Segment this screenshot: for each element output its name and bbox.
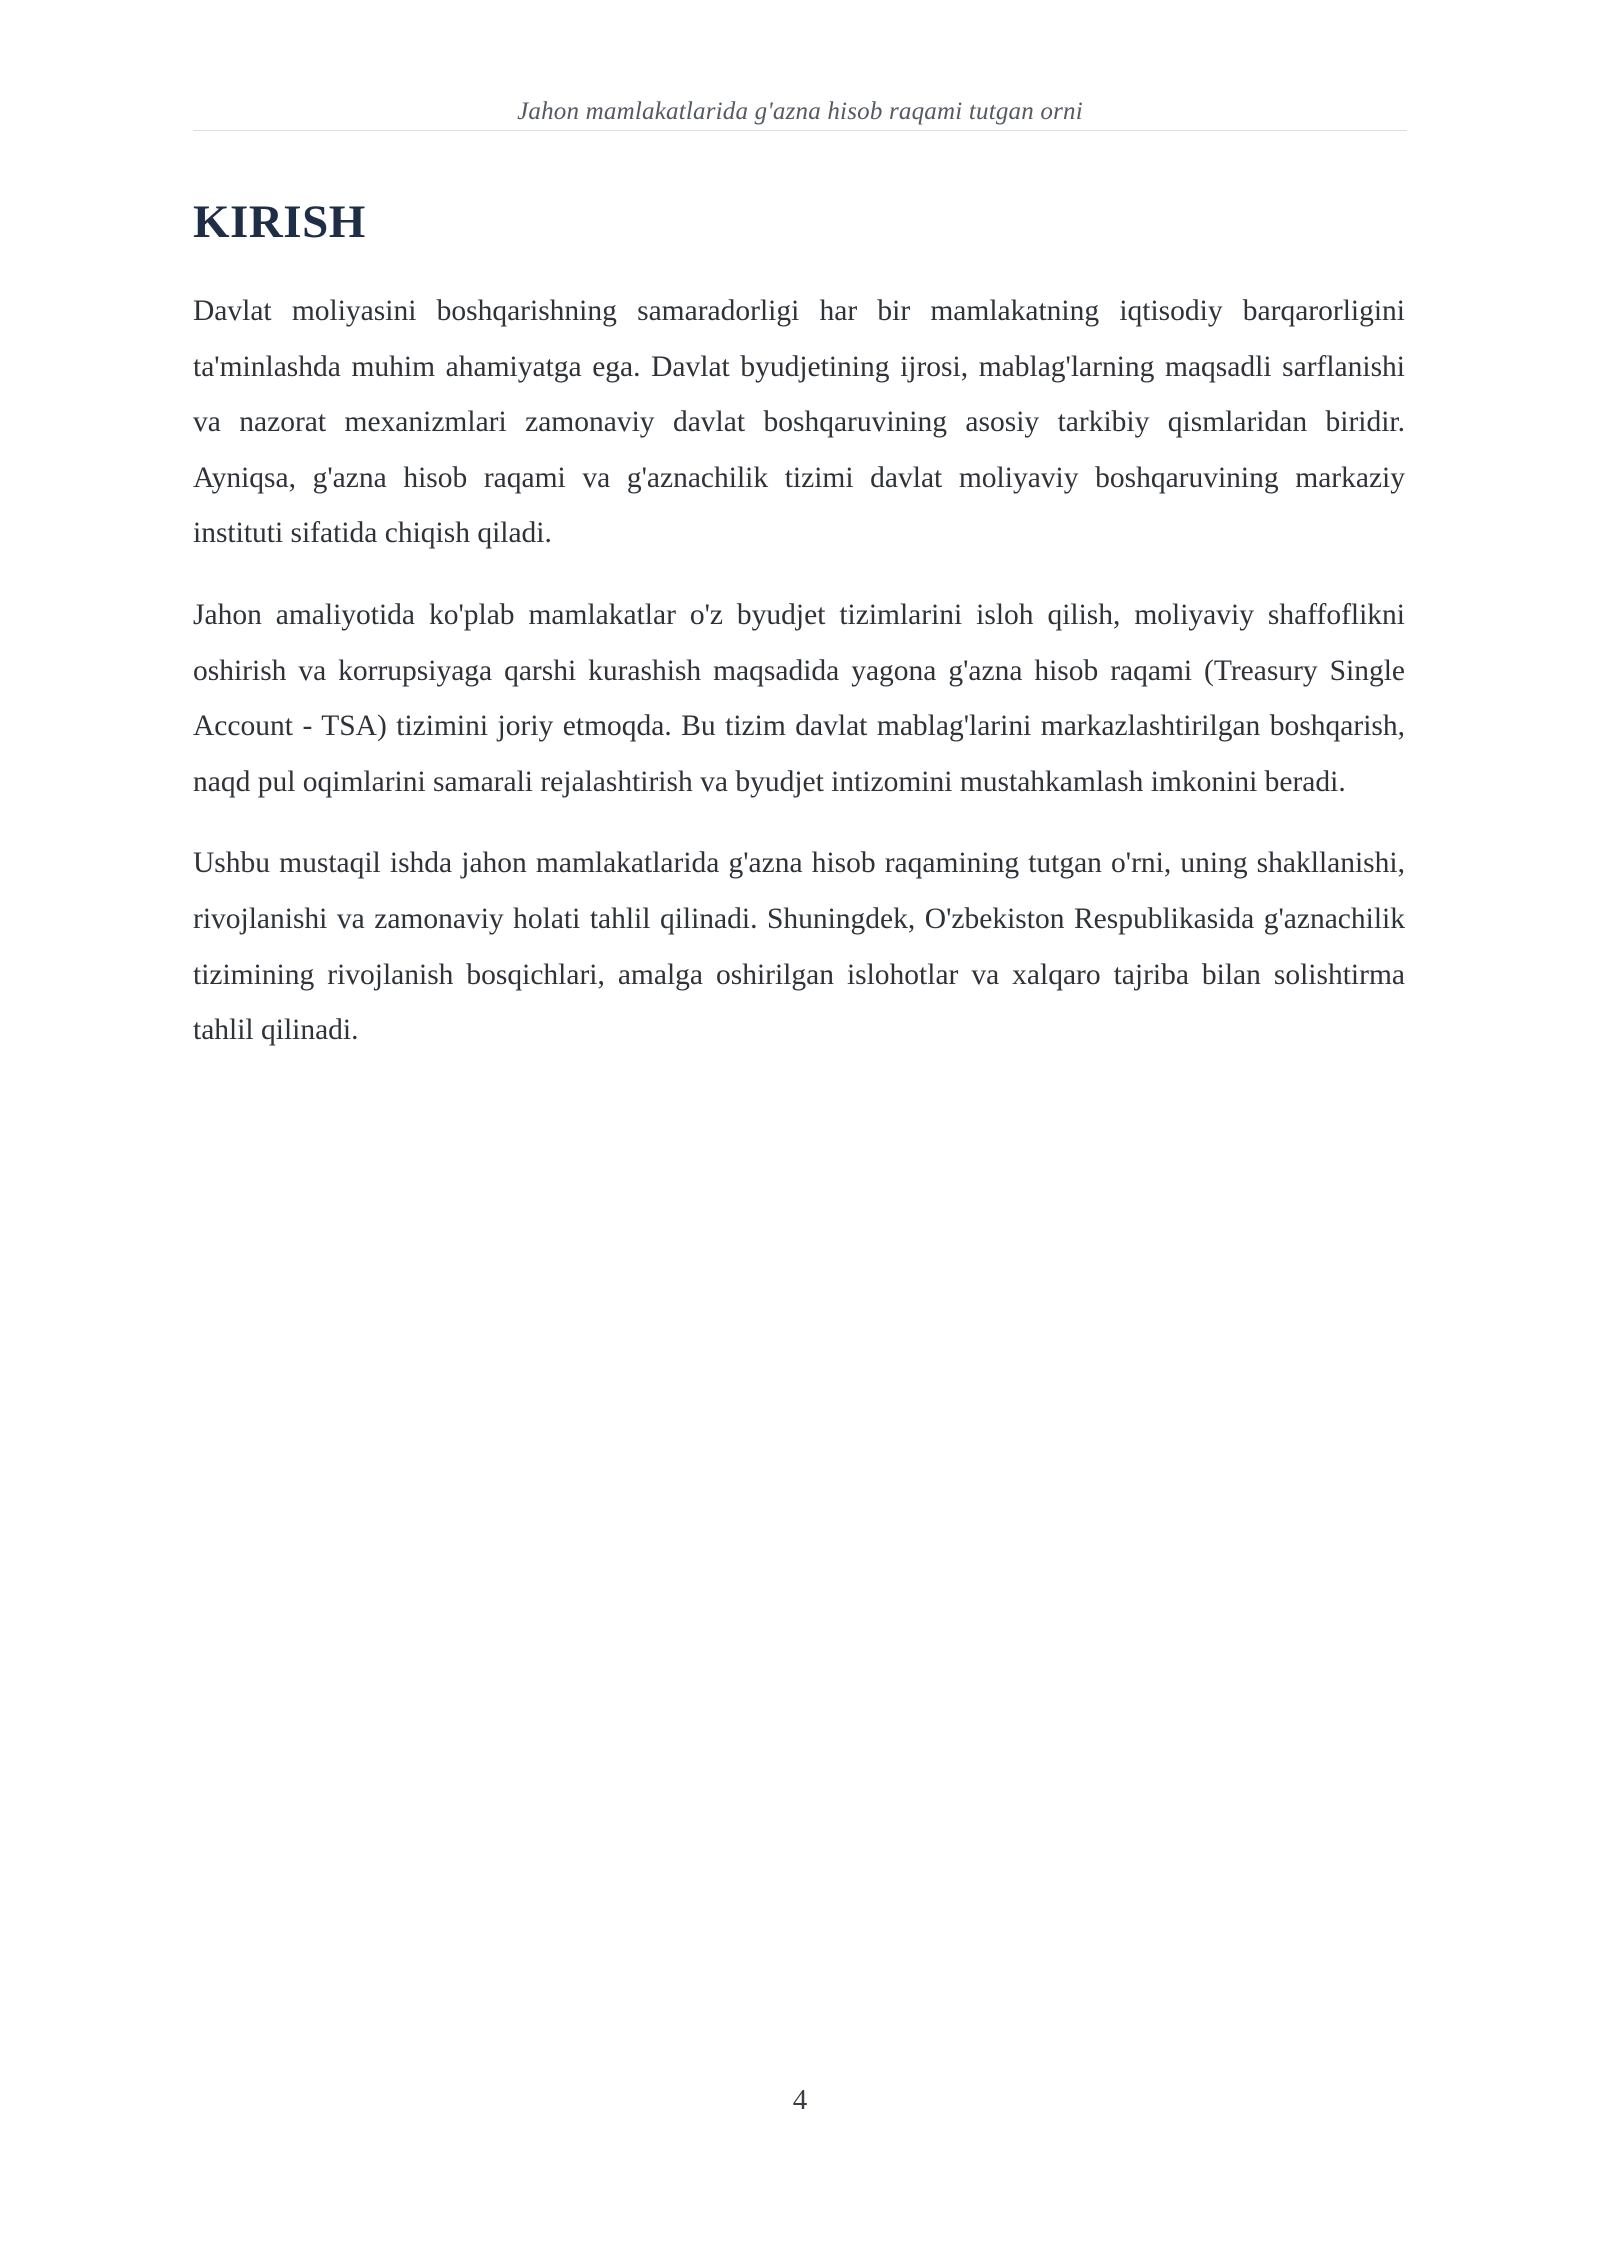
page-content: [193, 190, 1405, 1085]
intro-paragraph-3: Ushbu mustaqil ishda jahon mamlakatlarida g'azna hisob raqamining tutgan o'rni, uning shakllanishi, rivojlanishi va zamonaviy holati tahlil qilinadi. Shuningdek, O'zbekiston Respublikasida g'aznachilik tizimining rivojlanish bosqichlari, amalga oshirilgan islohotlar va xalqaro tajriba bilan solishtirma tahlil qilinadi.: [193, 847, 1405, 1047]
running-header: Jahon mamlakatlarida g'azna hisob raqami tutgan orni: [517, 98, 1083, 125]
intro-paragraph-1: Davlat moliyasini boshqarishning samaradorligi har bir mamlakatning iqtisodiy barqarorligini ta'minlashda muhim ahamiyatga ega. Davlat byudjetining ijrosi, mablag'larning maqsadli sarflanishi va nazorat mexanizmlari zamonaviy davlat boshqaruvining asosiy tarkibiy qismlaridan biridir. Ayniqsa, g'azna hisob raqami va g'aznachilik tizimi davlat moliyaviy boshqaruvining markaziy instituti sifatida chiqish qiladi.: [193, 295, 1405, 550]
intro-paragraph-2: Jahon amaliyotida ko'plab mamlakatlar o'z byudjet tizimlarini isloh qilish, moliyaviy shaffoflikni oshirish va korrupsiyaga qarshi kurashish maqsadida yagona g'azna hisob raqami (Treasury Single Account - TSA) tizimini joriy etmoqda. Bu tizim davlat mablag'larini markazlashtirilgan boshqarish, naqd pul oqimlarini samarali rejalashtirish va byudjet intizomini mustahkamlash imkonini beradi.: [193, 598, 1405, 798]
page-number: 4: [792, 2084, 808, 2116]
header-divider: [193, 130, 1407, 131]
section-title: KIRISH: [193, 196, 366, 248]
